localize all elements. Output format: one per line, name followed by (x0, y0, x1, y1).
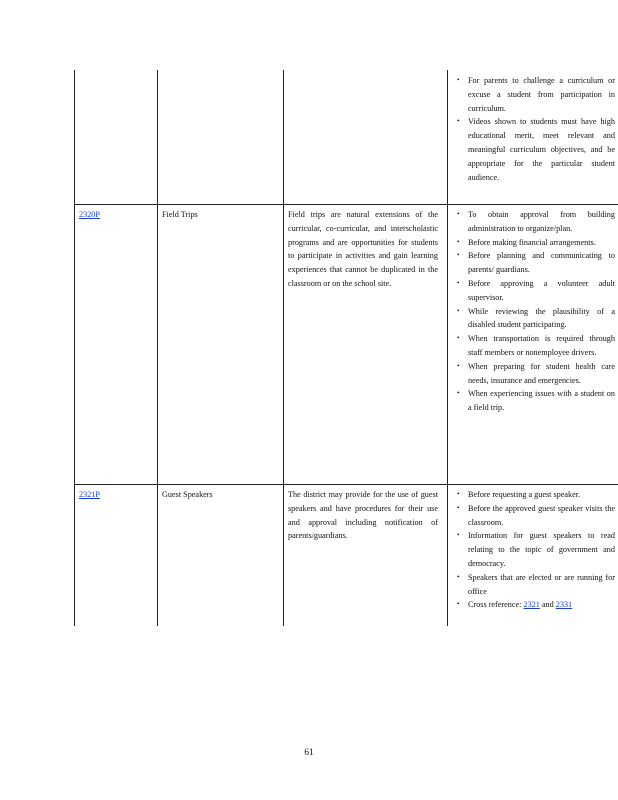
list-item: • Before requesting a guest speaker. (455, 488, 615, 502)
column-divider (74, 70, 75, 626)
list-item: • To obtain approval from building administration to organize/plan. (455, 208, 615, 236)
policy-description: The district may provide for the use of guest speakers and have procedures for their use and approval including notification of parents/guardians. (288, 490, 438, 541)
list-item: • When experiencing issues with a student on a field trip. (455, 387, 615, 415)
column-divider (283, 70, 284, 626)
policy-code-link[interactable]: 2320P (79, 210, 100, 219)
column-divider (447, 70, 448, 626)
list-item: • Before making financial arrangements. (455, 236, 615, 250)
policy-description: Field trips are natural extensions of the curricular, co-curricular, and interscholastic programs and are opportunities for students to participate in activities and gain learning experiences that cannot be duplicated in the classroom or on the school site. (288, 210, 438, 288)
cross-reference-link[interactable]: 2331 (555, 600, 573, 610)
list-item: • When preparing for student health care needs, insurance and emergencies. (455, 360, 615, 388)
list-item: • While reviewing the plausibility of a disabled student participating. (455, 305, 615, 333)
row-divider (74, 484, 618, 485)
row-code-cell (79, 208, 153, 222)
row-title-cell (162, 488, 280, 502)
policy-table (74, 70, 618, 626)
cross-reference-link[interactable]: 2321 (523, 600, 540, 610)
policy-code-link[interactable]: 2321P (79, 490, 100, 499)
list-item: • When transportation is required through staff members or nonemployee drivers. (455, 332, 615, 360)
column-divider (157, 70, 158, 626)
cross-reference-item (455, 598, 615, 612)
policy-title: Guest Speakers (162, 490, 213, 499)
list-item: • Information for guest speakers to read relating to the topic of government and democracy. (455, 529, 615, 570)
cross-reference-joiner: and (541, 600, 554, 610)
list-item: • Before the approved guest speaker visits the classroom. (455, 502, 615, 530)
list-item: • Before planning and communicating to parents/ guardians. (455, 249, 615, 277)
policy-title: Field Trips (162, 210, 198, 219)
cross-reference-label: Cross reference: (468, 600, 522, 610)
row-title-cell (162, 208, 280, 222)
list-item: • For parents to challenge a curriculum or excuse a student from participation in curriculum. (455, 74, 615, 115)
continued-row-procedures (455, 74, 615, 184)
list-item: • Videos shown to students must have high educational merit, meet relevant and meaningful curriculum objectives, and be appropriate for the particular student audience. (455, 115, 615, 184)
list-item: • Speakers that are elected or are running for office (455, 571, 615, 599)
row-code-cell (79, 488, 153, 502)
row-procedures-cell (455, 208, 615, 415)
row-procedures-cell (455, 488, 615, 612)
row-divider (74, 204, 618, 205)
page-number: 61 (304, 748, 314, 758)
list-item: • Before approving a volunteer adult supervisor. (455, 277, 615, 305)
